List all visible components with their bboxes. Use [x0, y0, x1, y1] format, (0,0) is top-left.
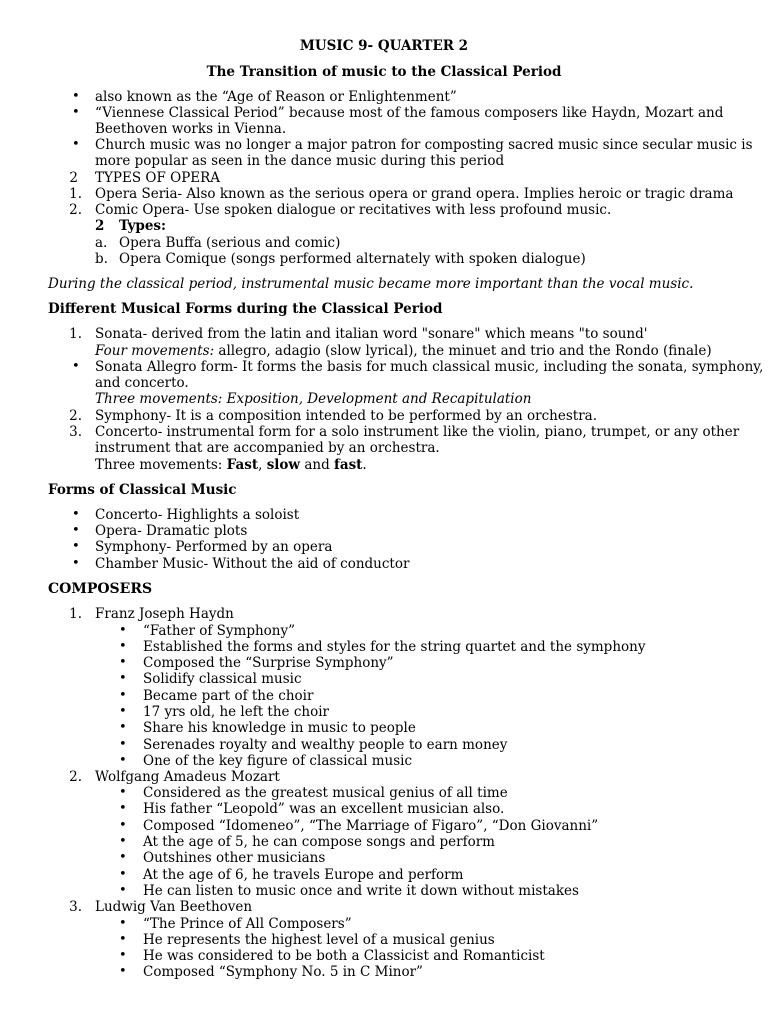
list-item: Symphony- Performed by an opera: [95, 539, 333, 555]
bullet-icon: •: [119, 932, 127, 947]
composer-name: Wolfgang Amadeus Mozart: [95, 769, 280, 785]
bullet-icon: •: [119, 785, 127, 800]
section-heading: COMPOSERS: [48, 581, 153, 597]
list-number: 1.: [69, 186, 82, 202]
bullet-icon: •: [119, 964, 127, 979]
bullet-icon: •: [119, 801, 127, 816]
list-item: Opera Buffa (serious and comic): [119, 235, 341, 251]
composer-fact: Serenades royalty and wealthy people to earn money: [143, 737, 508, 753]
list-item: Comic Opera- Use spoken dialogue or recitatives with less profound music.: [95, 202, 612, 218]
list-item: Symphony- It is a composition intended to be performed by an orchestra.: [95, 408, 598, 424]
tempo-fast: Fast: [226, 457, 259, 473]
list-item: Chamber Music- Without the aid of conductor: [95, 556, 410, 572]
list-item: Concerto- Highlights a soloist: [95, 507, 300, 523]
composer-fact: Became part of the choir: [143, 688, 314, 704]
italic-line: Three movements: Exposition, Development and Recapitulation: [95, 391, 532, 407]
page-subtitle: The Transition of music to the Classical Period: [206, 64, 562, 80]
composer-fact: He was considered to be both a Classicist and Romanticist: [143, 948, 545, 964]
composer-fact: Established the forms and styles for the string quartet and the symphony: [143, 639, 646, 655]
composer-fact: Solidify classical music: [143, 671, 302, 687]
list-number: 2: [95, 218, 105, 234]
composer-fact: His father “Leopold” was an excellent musician also.: [143, 801, 505, 817]
bullet-icon: •: [72, 523, 80, 538]
bullet-icon: •: [119, 867, 127, 882]
section-heading: Forms of Classical Music: [48, 482, 237, 498]
bullet-icon: •: [72, 105, 80, 120]
sub-heading: Types:: [119, 218, 167, 234]
list-item: Sonata Allegro form- It forms the basis for much classical music, including the sonata, symphony,: [95, 359, 764, 375]
list-item-continuation: [95, 457, 367, 473]
bullet-icon: •: [119, 834, 127, 849]
movement-list: allegro, adagio (slow lyrical), the minuet and trio and the Rondo (finale): [214, 343, 712, 359]
list-item: also known as the “Age of Reason or Enlightenment”: [95, 89, 457, 105]
composer-fact: Outshines other musicians: [143, 850, 326, 866]
composer-name: Franz Joseph Haydn: [95, 606, 234, 622]
list-item-continuation: Beethoven works in Vienna.: [95, 121, 287, 137]
movements-label: Three movements:: [95, 457, 227, 473]
composer-fact: Share his knowledge in music to people: [143, 720, 416, 736]
list-item: Opera- Dramatic plots: [95, 523, 248, 539]
list-number: 2.: [69, 408, 82, 424]
composer-fact: Considered as the greatest musical genius of all time: [143, 785, 508, 801]
list-number: 3.: [69, 424, 82, 440]
italic-label: Four movements:: [95, 343, 215, 359]
composer-fact: Composed “Symphony No. 5 in C Minor”: [143, 964, 423, 980]
list-item: Sonata- derived from the latin and italian word "sonare" which means "to sound': [95, 326, 648, 342]
list-number: 2: [69, 170, 78, 186]
bullet-icon: •: [119, 883, 127, 898]
list-letter: b.: [95, 251, 108, 267]
list-item-continuation: and concerto.: [95, 375, 189, 391]
list-item: Opera Seria- Also known as the serious opera or grand opera. Implies heroic or tragic drama: [95, 186, 734, 202]
composer-fact: Composed the “Surprise Symphony”: [143, 655, 394, 671]
composer-fact: He can listen to music once and write it down without mistakes: [143, 883, 579, 899]
composer-fact: “Father of Symphony”: [143, 623, 296, 639]
bullet-icon: •: [119, 948, 127, 963]
list-item: “Viennese Classical Period” because most of the famous composers like Haydn, Mozart and: [95, 105, 724, 121]
bullet-icon: •: [119, 818, 127, 833]
bullet-icon: •: [72, 556, 80, 571]
list-item: Concerto- instrumental form for a solo instrument like the violin, piano, trumpet, or any other: [95, 424, 740, 440]
list-item-continuation: more popular as seen in the dance music during this period: [95, 153, 505, 169]
bullet-icon: •: [72, 539, 80, 554]
list-number: 3.: [69, 899, 82, 915]
bullet-icon: •: [119, 753, 127, 768]
list-number: 1.: [69, 606, 82, 622]
bullet-icon: •: [119, 639, 127, 654]
section-heading: TYPES OF OPERA: [95, 170, 221, 186]
list-item-continuation: [95, 343, 712, 359]
page-title: MUSIC 9- QUARTER 2: [299, 38, 469, 54]
composer-fact: At the age of 5, he can compose songs and perform: [143, 834, 495, 850]
list-number: 2.: [69, 769, 82, 785]
bullet-icon: •: [72, 89, 80, 104]
composer-fact: He represents the highest level of a musical genius: [143, 932, 495, 948]
separator: .: [362, 457, 367, 473]
composer-fact: 17 yrs old, he left the choir: [143, 704, 329, 720]
list-item-continuation: instrument that are accompanied by an orchestra.: [95, 440, 440, 456]
bullet-icon: •: [119, 671, 127, 686]
bullet-icon: •: [119, 655, 127, 670]
list-number: 2.: [69, 202, 82, 218]
composer-fact: “The Prince of All Composers”: [143, 916, 352, 932]
list-item: Church music was no longer a major patron for composting sacred music since secular music is: [95, 137, 753, 153]
composer-fact: One of the key figure of classical music: [143, 753, 413, 769]
separator: and: [300, 457, 335, 473]
list-letter: a.: [95, 235, 108, 251]
bullet-icon: •: [119, 704, 127, 719]
bullet-icon: •: [72, 137, 80, 152]
bullet-icon: •: [119, 720, 127, 735]
composer-name: Ludwig Van Beethoven: [95, 899, 253, 915]
italic-note: During the classical period, instrumental music became more important than the vocal music.: [48, 276, 694, 292]
bullet-icon: •: [119, 623, 127, 638]
composer-fact: At the age of 6, he travels Europe and perform: [143, 867, 464, 883]
separator: ,: [258, 457, 267, 473]
bullet-icon: •: [119, 916, 127, 931]
bullet-icon: •: [119, 688, 127, 703]
tempo-slow: slow: [266, 457, 301, 473]
list-item: Opera Comique (songs performed alternately with spoken dialogue): [119, 251, 586, 267]
composer-fact: Composed “Idomeneo”, “The Marriage of Figaro”, “Don Giovanni”: [143, 818, 599, 834]
bullet-icon: •: [72, 359, 80, 374]
section-heading: Different Musical Forms during the Classical Period: [48, 301, 443, 317]
bullet-icon: •: [119, 850, 127, 865]
list-number: 1.: [69, 326, 82, 342]
bullet-icon: •: [72, 507, 80, 522]
bullet-icon: •: [119, 737, 127, 752]
tempo-fast: fast: [334, 457, 363, 473]
